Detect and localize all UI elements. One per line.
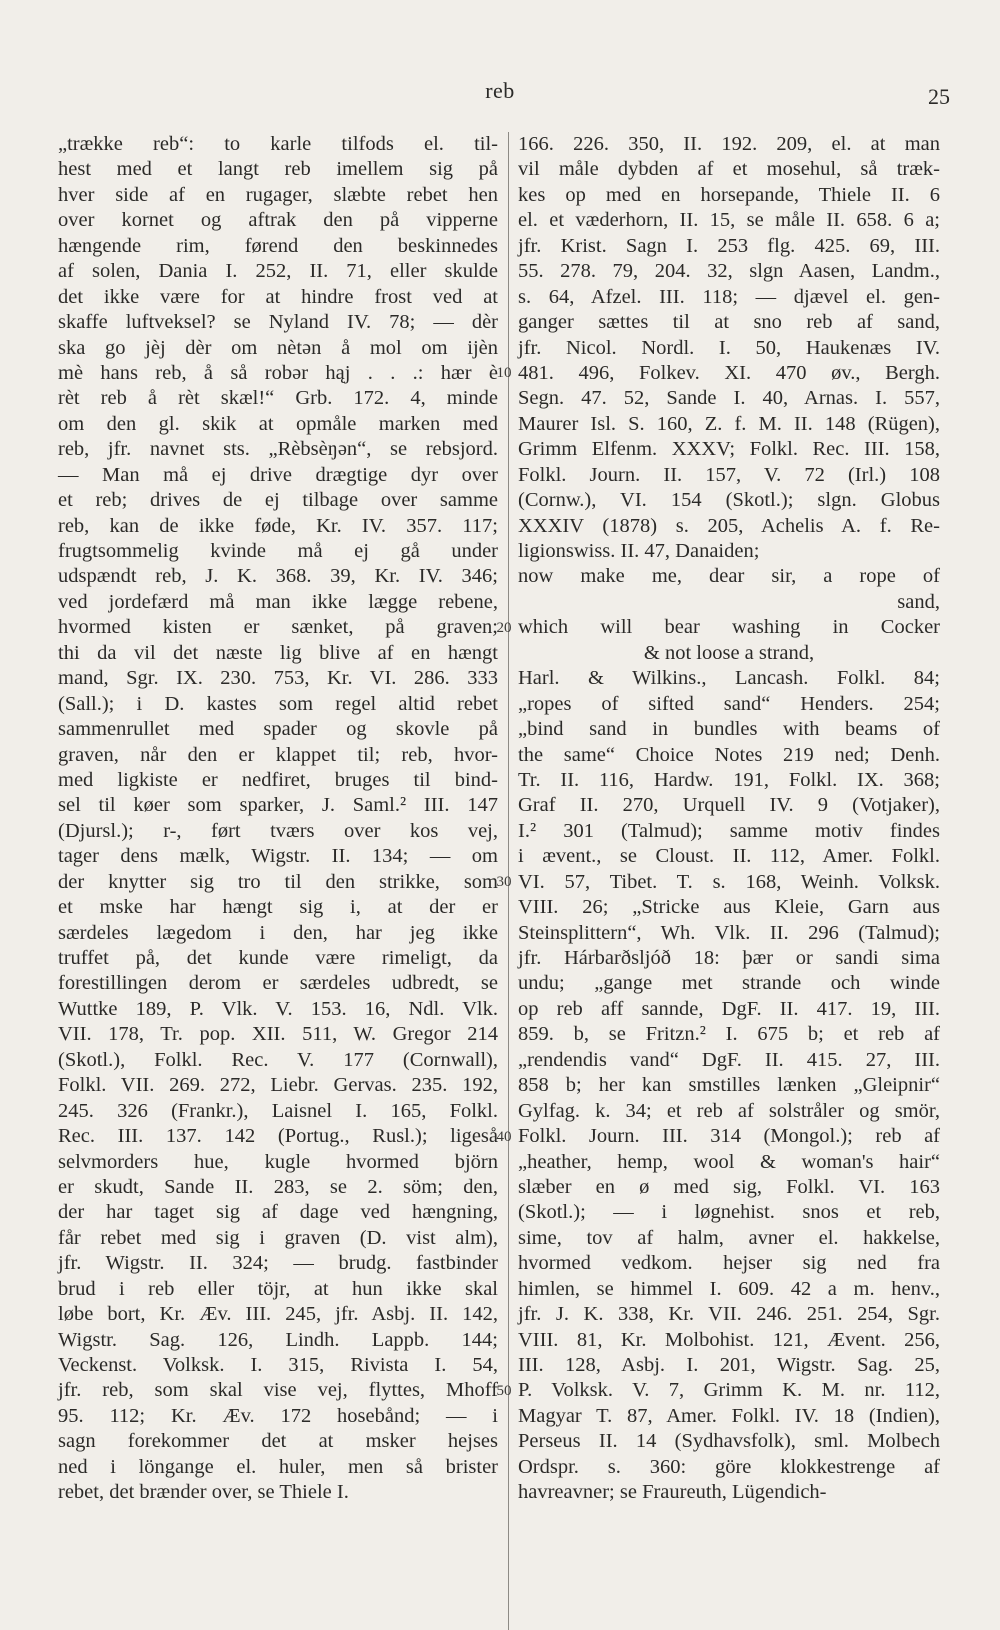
left-column-line: truffet på, det kunde være rimeligt, da: [58, 947, 498, 969]
left-column-line: frugtsommelig kvinde må ej gå under: [58, 540, 498, 562]
left-column-line: et mske har hængt sig i, at der er: [58, 896, 498, 919]
left-column-line: udspændt reb, J. K. 368. 39, Kr. IV. 346;: [58, 565, 498, 588]
right-column-line: „heather, hemp, wool & woman's hair“: [518, 1150, 940, 1173]
right-column-line: sand,: [897, 590, 940, 613]
left-column-line: sammenrullet med spader og skovle på: [58, 718, 498, 741]
left-column-line: rebet, det brænder over, se Thiele I.: [58, 1481, 349, 1504]
right-column-line: Grimm Elfenm. XXXV; Folkl. Rec. III. 158,: [518, 438, 940, 461]
right-column-line: himlen, se himmel I. 609. 42 a m. henv.,: [518, 1277, 940, 1300]
right-column-line: Harl. & Wilkins., Lancash. Folkl. 84;: [518, 667, 940, 690]
right-column-line: Graf II. 270, Urquell IV. 9 (Votjaker),: [518, 794, 940, 817]
right-column-line: III. 128, Asbj. I. 201, Wigstr. Sag. 25,: [518, 1354, 940, 1376]
left-column-line: Wigstr. Sag. 126, Lindh. Lappb. 144;: [58, 1328, 498, 1351]
line-number-marker: 50: [496, 1383, 512, 1400]
left-column-line: „trække reb“: to karle tilfods el. til-: [58, 133, 498, 155]
left-column-line: skaffe luftveksel? se Nyland IV. 78; — dèr: [58, 311, 498, 334]
left-column-line: Rec. III. 137. 142 (Portug., Rusl.); ligeså: [58, 1125, 498, 1148]
right-column-line: op reb aff sannde, DgF. II. 417. 19, III.: [518, 997, 940, 1020]
left-column-line: der har taget sig af dage ved hængning,: [58, 1201, 498, 1224]
right-column-line: kes op med en horsepande, Thiele II. 6: [518, 183, 940, 206]
right-column-line: Segn. 47. 52, Sande I. 40, Arnas. I. 557,: [518, 387, 940, 410]
right-column-line: Perseus II. 14 (Sydhavsfolk), sml. Molbech: [518, 1430, 940, 1453]
left-column-line: af solen, Dania I. 252, II. 71, eller skulde: [58, 260, 498, 283]
right-column-line: 858 b; her kan smstilles lænken „Gleipnir“: [518, 1074, 940, 1097]
right-column-line: „bind sand in bundles with beams of: [518, 718, 940, 741]
right-column-line: ligionswiss. II. 47, Danaiden;: [518, 540, 760, 562]
right-column-line: Steinsplittern“, Wh. Vlk. II. 296 (Talmud);: [518, 921, 940, 944]
right-column-line: 166. 226. 350, II. 192. 209, el. at man: [518, 133, 940, 155]
line-number-marker: 10: [496, 365, 512, 382]
left-column-line: Folkl. VII. 269. 272, Liebr. Gervas. 235. 192,: [58, 1074, 498, 1097]
left-column-line: (Sall.); i D. kastes som regel altid rebet: [58, 692, 498, 715]
left-column-line: ned i löngange el. huler, men så brister: [58, 1455, 498, 1478]
right-column: [518, 132, 940, 1506]
left-column-line: jfr. reb, som skal vise vej, flyttes, Mhoff: [58, 1379, 498, 1402]
left-column-line: det ikke være for at hindre frost ved at: [58, 285, 498, 308]
right-column-line: the same“ Choice Notes 219 ned; Denh.: [518, 743, 940, 766]
left-column-line: om den gl. skik at opmåle marken med: [58, 412, 498, 435]
left-column-line: forestillingen derom er særdeles udbredt, se: [58, 972, 498, 995]
right-column-line: havreavner; se Fraureuth, Lügendich-: [518, 1481, 827, 1504]
right-column-line: (Skotl.); — i løgnehist. snos et reb,: [518, 1201, 940, 1224]
left-column-line: (Djursl.); r-, ført tværs over kos vej,: [58, 819, 498, 842]
left-column-line: (Skotl.), Folkl. Rec. V. 177 (Cornwall),: [58, 1048, 498, 1071]
right-column-line: slæber en ø med sig, Folkl. VI. 163: [518, 1175, 940, 1198]
left-column-line: ved jordefærd må man ikke lægge rebene,: [58, 590, 498, 613]
left-column-line: er skudt, Sande II. 283, se 2. söm; den,: [58, 1175, 498, 1198]
page-header-title: reb: [485, 78, 515, 103]
left-column-line: hvormed kisten er sænket, på graven;: [58, 616, 498, 639]
right-column-line: Tr. II. 116, Hardw. 191, Folkl. IX. 368;: [518, 768, 940, 791]
right-column-line: I.² 301 (Talmud); samme motiv findes: [518, 819, 940, 842]
right-column-line: s. 64, Afzel. III. 118; — djævel el. gen-: [518, 285, 940, 308]
left-column-line: thi da vil det næste lig blive af en hængt: [58, 641, 498, 664]
right-column-line: „rendendis vand“ DgF. II. 415. 27, III.: [518, 1048, 940, 1071]
left-column-line: hængende rim, førend den beskinnedes: [58, 234, 498, 257]
left-column-line: Veckenst. Volksk. I. 315, Rivista I. 54,: [58, 1354, 498, 1376]
left-column-line: løbe bort, Kr. Æv. III. 245, jfr. Asbj. II. 142,: [58, 1303, 498, 1326]
right-column-line: Magyar T. 87, Amer. Folkl. IV. 18 (Indien),: [518, 1404, 940, 1427]
left-column-line: jfr. Wigstr. II. 324; — brudg. fastbinder: [58, 1252, 498, 1275]
left-column-line: rèt reb å rèt skæl!“ Grb. 172. 4, minde: [58, 387, 498, 410]
left-column-line: hver side af en rugager, slæbte rebet hen: [58, 183, 498, 206]
left-column-line: brud i reb eller töjr, at hun ikke skal: [58, 1277, 498, 1300]
left-column-line: får rebet med sig i graven (D. vist alm),: [58, 1226, 498, 1249]
left-column-line: sel til køer som sparker, J. Saml.² III. 147: [58, 794, 498, 817]
right-column-line: 55. 278. 79, 204. 32, slgn Aasen, Landm.,: [518, 260, 940, 283]
left-column-line: med ligkiste er nedfiret, bruges til bind-: [58, 768, 498, 791]
right-column-line: Ordspr. s. 360: göre klokkestrenge af: [518, 1455, 940, 1478]
left-column-line: 245. 326 (Frankr.), Laisnel I. 165, Folkl.: [58, 1099, 498, 1122]
line-number-marker: 30: [496, 874, 512, 891]
right-column-line: VIII. 26; „Stricke aus Kleie, Garn aus: [518, 896, 940, 919]
right-column-line: vil måle dybden af et mosehul, så træk-: [518, 158, 940, 181]
right-column-line: XXXIV (1878) s. 205, Achelis A. f. Re-: [518, 514, 940, 537]
left-column-line: reb, jfr. navnet sts. „Rèbsèŋən“, se rebsjord.: [58, 438, 498, 461]
left-column-line: VII. 178, Tr. pop. XII. 511, W. Gregor 214: [58, 1023, 498, 1046]
left-column-line: hest med et langt reb imellem sig på: [58, 158, 498, 181]
right-column-line: jfr. Nicol. Nordl. I. 50, Haukenæs IV.: [518, 336, 940, 359]
left-column-line: over kornet og aftrak den på vipperne: [58, 209, 498, 232]
right-column-line: Maurer Isl. S. 160, Z. f. M. II. 148 (Rügen),: [518, 412, 940, 435]
left-column-line: — Man må ej drive drægtige dyr over: [58, 463, 498, 486]
right-column-line: & not loose a strand,: [643, 641, 815, 664]
right-column-line: which will bear washing in Cocker: [518, 616, 940, 639]
right-column-line: jfr. Hárbarðsljóð 18: þær or sandi sima: [518, 947, 940, 969]
line-number-marker: 40: [496, 1128, 512, 1145]
right-column-line: „ropes of sifted sand“ Henders. 254;: [518, 692, 940, 715]
left-column: [58, 132, 498, 1506]
left-column-line: graven, når den er klappet til; reb, hvor-: [58, 743, 498, 766]
left-column-line: reb, kan de ikke føde, Kr. IV. 357. 117;: [58, 514, 498, 537]
right-column-line: now make me, dear sir, a rope of: [518, 565, 940, 588]
right-column-line: 859. b, se Fritzn.² I. 675 b; et reb af: [518, 1023, 940, 1046]
left-column-line: selvmorders hue, kugle hvormed björn: [58, 1150, 498, 1173]
left-column-line: Wuttke 189, P. Vlk. V. 153. 16, Ndl. Vlk.: [58, 997, 498, 1020]
left-column-line: 95. 112; Kr. Æv. 172 hosebånd; — i: [58, 1404, 498, 1427]
left-column-line: sagn forekommer det at msker hejses: [58, 1430, 498, 1453]
right-column-line: Gylfag. k. 34; et reb af solstråler og smör,: [518, 1099, 940, 1122]
right-column-line: Folkl. Journ. III. 314 (Mongol.); reb af: [518, 1125, 940, 1148]
right-column-line: sime, tov af halm, avner el. hakkelse,: [518, 1226, 940, 1249]
right-column-line: (Cornw.), VI. 154 (Skotl.); slgn. Globus: [518, 489, 940, 512]
right-column-line: VI. 57, Tibet. T. s. 168, Weinh. Volksk.: [518, 870, 940, 893]
left-column-line: mè hans reb, å så robər hąj . . .: hær è: [58, 361, 498, 384]
right-column-line: VIII. 81, Kr. Molbohist. 121, Ævent. 256,: [518, 1328, 940, 1351]
right-column-line: ganger sættes til at sno reb af sand,: [518, 311, 940, 334]
right-column-line: Folkl. Journ. II. 157, V. 72 (Irl.) 108: [518, 463, 940, 486]
right-column-line: jfr. J. K. 338, Kr. VII. 246. 251. 254, Sgr.: [518, 1303, 940, 1326]
right-column-line: el. et væderhorn, II. 15, se måle II. 658. 6 a;: [518, 209, 940, 232]
line-number-marker: 20: [496, 619, 512, 636]
left-column-line: tager dens mælk, Wigstr. II. 134; — om: [58, 845, 498, 868]
right-column-line: i ævent., se Cloust. II. 112, Amer. Folkl.: [518, 845, 940, 868]
left-column-line: særdeles lægedom i den, har jeg ikke: [58, 921, 498, 944]
right-column-line: hvormed vedkom. hejser sig ned fra: [518, 1252, 940, 1275]
right-column-line: undu; „gange met strande och winde: [518, 972, 940, 995]
page-number: 25: [928, 84, 950, 109]
left-column-line: et reb; drives de ej tilbage over samme: [58, 489, 498, 512]
left-column-line: ska go jèj dèr om nètən å mol om ijèn: [58, 336, 498, 359]
right-column-line: P. Volksk. V. 7, Grimm K. M. nr. 112,: [518, 1379, 940, 1402]
right-column-line: 481. 496, Folkev. XI. 470 øv., Bergh.: [518, 361, 940, 384]
left-column-line: der knytter sig tro til den strikke, som: [58, 870, 498, 893]
right-column-line: jfr. Krist. Sagn I. 253 flg. 425. 69, III.: [518, 234, 940, 257]
left-column-line: mand, Sgr. IX. 230. 753, Kr. VI. 286. 333: [58, 667, 498, 690]
